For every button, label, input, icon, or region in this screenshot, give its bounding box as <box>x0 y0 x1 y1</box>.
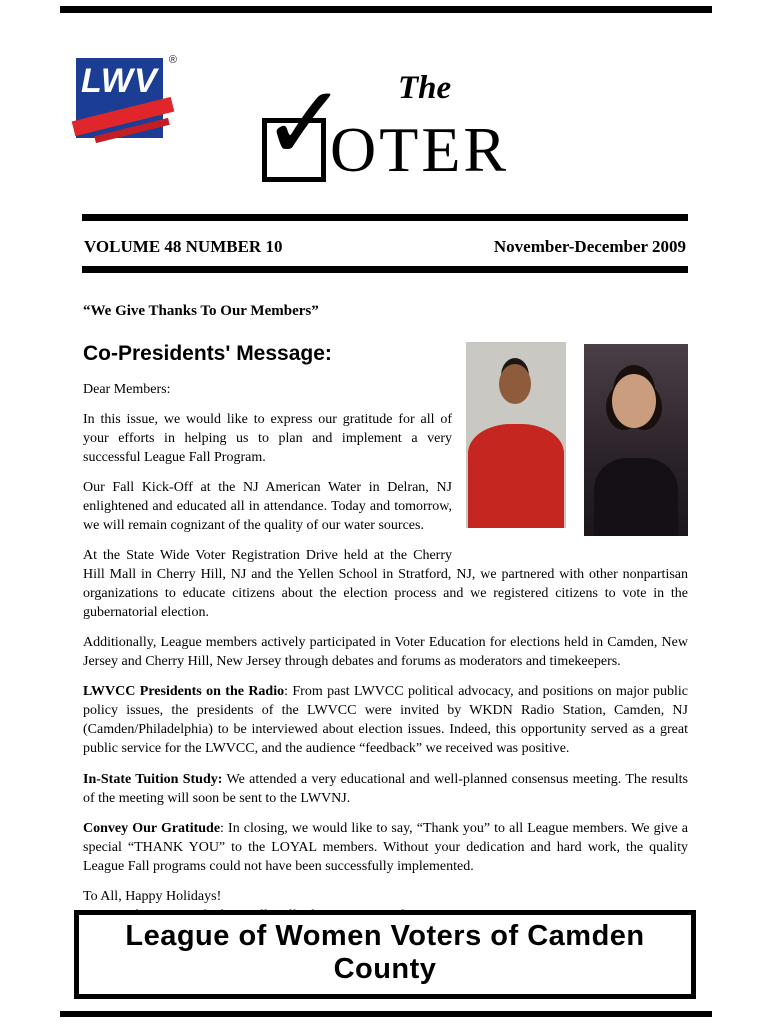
salutation: Dear Members: <box>83 382 171 397</box>
paragraph-text: Additionally, League members actively participated in Voter Education for elections held in Camden, New Jersey and Cherry Hill, New Jersey through debates and forums as moderators and timekeepers. <box>83 635 688 670</box>
paragraph-text: We attended a very educational and well-planned consensus meeting. The results of the meeting will soon be sent to the LWVNJ. <box>83 771 688 806</box>
lwv-logo-text: LWV <box>81 62 158 100</box>
co-president-photo-1 <box>466 342 566 528</box>
article-body <box>83 303 688 925</box>
co-presidents-photos <box>466 342 688 546</box>
tagline: “We Give Thanks To Our Members” <box>83 303 319 319</box>
footer-banner <box>74 910 696 999</box>
masthead-oter: OTER <box>330 114 510 185</box>
paragraph-text: In this issue, we would like to express our gratitude for all of your efforts in helping us to plan and implement a very successful League Fall Program. <box>83 412 452 466</box>
paragraph-text: : In closing, we would like to say, “Thank you” to all League members. We give a special “THANK YOU” to the LOYAL members. Without your dedication and hard work, the quality League Fall programs could not have been successfully implemented. <box>83 820 688 874</box>
paragraph <box>83 819 688 876</box>
lwv-logo <box>76 54 177 138</box>
paragraph-text: : From past LWVCC political advocacy, and positions on major public policy issues, the presidents of the LWVCC were invited by WKDN Radio Station, Camden, NJ (Camden/Philadelphia) to be interviewed about election issues. Indeed, this opportunity served as a great public service for the LWVCC, and the audience “feedback” we received was positive. <box>83 684 688 757</box>
paragraph-text: Our Fall Kick-Off at the NJ American Water in Delran, NJ enlightened and educated all in attendance. Today and tomorrow, we will remain cognizant of the quality of our water sources. <box>83 480 452 534</box>
checkmark-icon: ✓ <box>261 62 349 184</box>
paragraph-text: At the State Wide Voter Registration Drive held at the Cherry Hill Mall in Cherry Hill, NJ and the Yellen School in Stratford, NJ, we partnered with other nonpartisan organizations to educate citizens about the election process and we registered citizens to vote in the gubernatorial election. <box>83 548 688 621</box>
paragraph <box>83 770 688 808</box>
co-president-photo-2 <box>584 344 688 536</box>
checkbox-v-icon <box>261 62 349 184</box>
issue-info-row <box>84 237 686 257</box>
bottom-edge-rule <box>60 1011 712 1017</box>
issue-date: November-December 2009 <box>493 237 686 256</box>
paragraph-lead-bold: LWVCC Presidents on the Radio <box>83 684 285 700</box>
volume-number: VOLUME 48 NUMBER 10 <box>84 237 283 256</box>
paragraph-lead-bold: Convey Our Gratitude <box>83 820 221 836</box>
paragraph <box>83 546 688 622</box>
issue-band-rule-top <box>82 214 688 221</box>
registered-trademark-symbol: ® <box>168 54 177 66</box>
paragraph <box>83 633 688 671</box>
paragraph <box>83 682 688 758</box>
closing-line-1: To All, Happy Holidays! <box>83 888 222 904</box>
paragraph-lead-bold: In-State Tuition Study: <box>83 771 223 787</box>
article-heading: Co-Presidents' Message: <box>83 342 332 365</box>
issue-band-rule-bottom <box>82 266 688 273</box>
masthead-the: The <box>398 70 452 106</box>
top-edge-rule <box>60 6 712 13</box>
organization-name: League of Women Voters of Camden County <box>125 920 645 985</box>
